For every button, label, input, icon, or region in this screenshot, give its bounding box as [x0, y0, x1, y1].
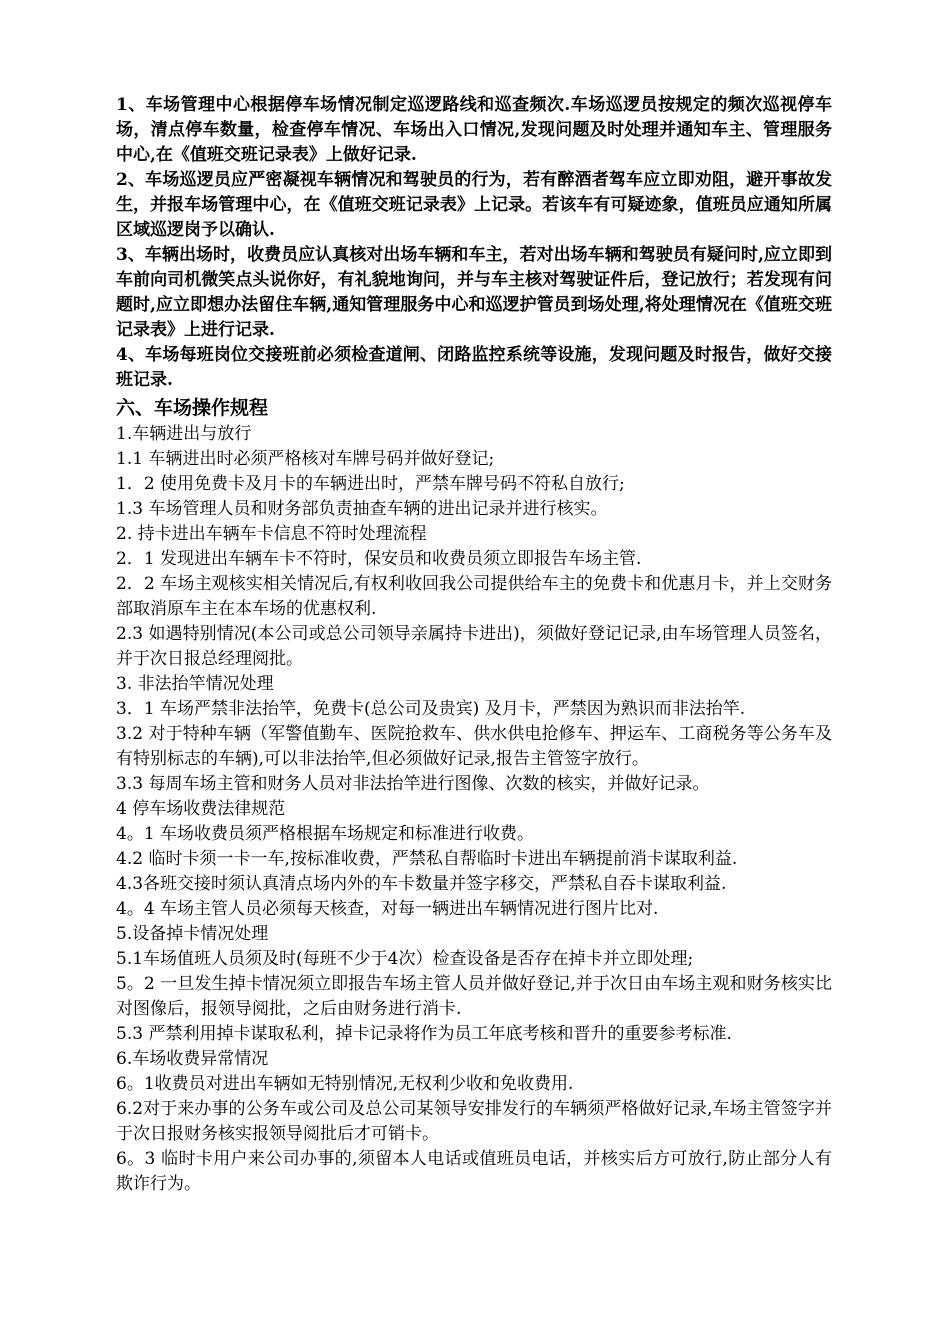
intro-paragraph-3: 3、车辆出场时，收费员应认真核对出场车辆和车主，若对出场车辆和驾驶员有疑问时,应立即到车前向司机微笑点头说你好，有礼貌地询问，并与车主核对驾驶证件后，登记放行；若发现有问题时,应立即想办法留住车辆,通知管理服务中心和巡逻护管员到场处理,将处理情况在《值班交班记录表》上进行记录.	[116, 245, 832, 340]
section-line: 1.车辆进出与放行	[116, 424, 252, 444]
section-line: 1．2 使用免费卡及月卡的车辆进出时，严禁车牌号码不符私自放行;	[116, 474, 625, 494]
section-line: 6.2对于来办事的公务车或公司及总公司某领导安排发行的车辆须严格做好记录,车场主管签字并于次日报财务核实报领导阅批后才可销卡。	[116, 1099, 832, 1144]
section-line: 4。1 车场收费员须严格根据车场规定和标准进行收费。	[116, 824, 535, 844]
section-line: 3．1 车场严禁非法抬竿，免费卡(总公司及贵宾) 及月卡，严禁因为熟识而非法抬竿.	[116, 699, 746, 719]
section-line: 6。1收费员对进出车辆如无特别情况,无权利少收和免收费用.	[116, 1074, 574, 1094]
section-line: 1.3 车场管理人员和财务部负责抽查车辆的进出记录并进行核实。	[116, 499, 608, 519]
section-line: 5.设备掉卡情况处理	[116, 924, 269, 944]
section-line: 6.车场收费异常情况	[116, 1049, 269, 1069]
section-line: 4.2 临时卡须一卡一车,按标准收费，严禁私自帮临时卡进出车辆提前消卡谋取利益.	[116, 849, 738, 869]
section-line: 1.1 车辆进出时必须严格核对车牌号码并做好登记;	[116, 449, 495, 469]
section-line: 3. 非法抬竿情况处理	[116, 674, 274, 694]
section-line: 2. 持卡进出车辆车卡信息不符时处理流程	[116, 524, 427, 544]
section-line: 4.3各班交接时须认真清点场内外的车卡数量并签字移交，严禁私自吞卡谋取利益.	[116, 874, 727, 894]
section-line: 3.2 对于特种车辆（军警值勤车、医院抢救车、供水供电抢修车、押运车、工商税务等公务车及有特别标志的车辆),可以非法抬竿,但必须做好记录,报告主管签字放行。	[116, 724, 832, 769]
intro-paragraph-4: 4、车场每班岗位交接班前必须检查道闸、闭路监控系统等设施，发现问题及时报告，做好交接班记录.	[116, 345, 832, 390]
intro-paragraph-1: 1、车场管理中心根据停车场情况制定巡逻路线和巡查频次.车场巡逻员按规定的频次巡视停车场，清点停车数量，检查停车情况、车场出入口情况,发现问题及时处理并通知车主、管理服务中心,在《值班交班记录表》上做好记录.	[116, 95, 832, 165]
document-page	[116, 93, 832, 1197]
section-heading: 六、车场操作规程	[116, 397, 269, 419]
section-line: 5.1车场值班人员须及时(每班不少于4次）检查设备是否存在掉卡并立即处理;	[116, 949, 694, 969]
section-line: 2．2 车场主观核实相关情况后,有权利收回我公司提供给车主的免费卡和优惠月卡，并上交财务部取消原车主在本车场的优惠权利.	[116, 574, 832, 619]
section-line: 2.3 如遇特别情况(本公司或总公司领导亲属持卡进出)，须做好登记记录,由车场管理人员签名，并于次日报总经理阅批。	[116, 624, 832, 669]
section-line: 5。2 一旦发生掉卡情况须立即报告车场主管人员并做好登记,并于次日由车场主观和财务核实比对图像后，报领导阅批，之后由财务进行消卡.	[116, 974, 832, 1019]
section-line: 4。4 车场主管人员必须每天核查，对每一辆进出车辆情况进行图片比对.	[116, 899, 659, 919]
section-line: 4 停车场收费法律规范	[116, 799, 286, 819]
section-line: 3.3 每周车场主管和财务人员对非法抬竿进行图像、次数的核实，并做好记录。	[116, 774, 710, 794]
section-line: 5.3 严禁利用掉卡谋取私利，掉卡记录将作为员工年底考核和晋升的重要参考标准.	[116, 1024, 732, 1044]
intro-paragraph-2: 2、车场巡逻员应严密凝视车辆情况和驾驶员的行为，若有醉酒者驾车应立即劝阻，避开事故发生，并报车场管理中心，在《值班交班记录表》上记录。若该车有可疑迹象，值班员应通知所属区域巡逻岗予以确认.	[116, 170, 832, 240]
section-line: 6。3 临时卡用户来公司办事的,须留本人电话或值班员电话，并核实后方可放行,防止部分人有欺诈行为。	[116, 1149, 832, 1194]
section-line: 2．1 发现进出车辆车卡不符时，保安员和收费员须立即报告车场主管.	[116, 549, 642, 569]
